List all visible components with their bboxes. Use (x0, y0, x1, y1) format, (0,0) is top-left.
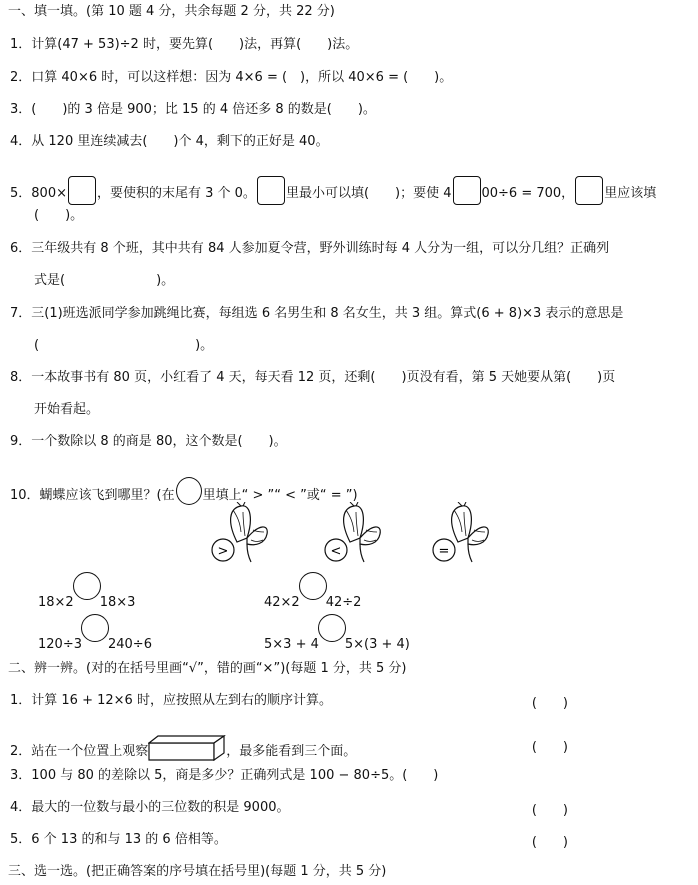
butterfly-icon (320, 502, 390, 564)
answer-paren[interactable]: ( ) (531, 835, 568, 850)
section-1-title: 一、填一填。(第 10 题 4 分，共余每题 2 分，共 22 分) (8, 4, 335, 19)
answer-box[interactable] (257, 176, 285, 205)
q2-2-part-b: ，最多能看到三个面。 (226, 744, 357, 759)
q5-part-b: ，要使积的末尾有 3 个 0。 (96, 186, 256, 201)
question-1-5-cont: ( )。 (34, 208, 84, 223)
comparison-1 (38, 572, 135, 610)
question-1-7: 7．三(1)班选派同学参加跳绳比赛，每组选 6 名男生和 8 名女生，共 3 组。算式(6 + 8)×3 表示的意思是 (10, 306, 624, 321)
expr-right: 18×3 (99, 595, 136, 610)
comparison-2 (264, 572, 361, 610)
compare-circle[interactable] (73, 572, 101, 600)
question-1-2: 2．口算 40×6 时，可以这样想：因为 4×6 = ( )，所以 40×6 = ( )。 (10, 70, 453, 85)
q5-part-d: 00÷6 = 700， (481, 186, 575, 201)
expr-left: 5×3 + 4 (264, 637, 319, 652)
question-1-6-cont: 式是( )。 (34, 273, 175, 288)
question-2-4: 4．最大的一位数与最小的三位数的积是 9000。 (10, 800, 290, 815)
compare-circle[interactable] (318, 614, 346, 642)
compare-circle[interactable] (81, 614, 109, 642)
butterfly-equal[interactable] (428, 502, 498, 564)
butterfly-icon (428, 502, 498, 564)
question-1-8-cont: 开始看起。 (34, 402, 100, 417)
comparison-3 (38, 614, 152, 652)
butterfly-less[interactable] (320, 502, 390, 564)
butterfly-symbol: > (217, 544, 229, 559)
expr-right: 240÷6 (107, 637, 152, 652)
answer-box[interactable] (68, 176, 96, 205)
expr-left: 18×2 (38, 595, 74, 610)
answer-paren[interactable]: ( ) (531, 740, 568, 755)
butterfly-symbol: = (438, 544, 450, 559)
butterfly-icon (207, 502, 277, 564)
butterfly-greater[interactable] (207, 502, 277, 564)
question-1-6: 6．三年级共有 8 个班，其中共有 84 人参加夏令营，野外训练时每 4 人分为一组，可以分几组？正确列 (10, 241, 610, 256)
question-1-8: 8．一本故事书有 80 页，小红看了 4 天，每天看 12 页，还剩( )页没有看，第 5 天她要从第( )页 (10, 370, 616, 385)
section-3-title: 三、选一选。(把正确答案的序号填在括号里)(每题 1 分，共 5 分) (8, 864, 387, 879)
answer-box[interactable] (575, 176, 603, 205)
answer-circle (176, 477, 202, 505)
question-2-5: 5．6 个 13 的和与 13 的 6 倍相等。 (10, 832, 227, 847)
cuboid-icon (148, 735, 226, 761)
question-1-1: 1．计算(47 + 53)÷2 时，要先算( )法，再算( )法。 (10, 37, 359, 52)
question-2-2 (10, 735, 356, 761)
answer-paren[interactable]: ( ) (531, 696, 568, 711)
butterfly-symbol: < (330, 544, 342, 559)
expr-right: 5×(3 + 4) (344, 637, 410, 652)
q5-part-e: 里应该填 (604, 186, 657, 201)
question-1-4: 4．从 120 里连续减去( )个 4，剩下的正好是 40。 (10, 134, 329, 149)
question-1-3: 3．( )的 3 倍是 900；比 15 的 4 倍还多 8 的数是( )。 (10, 102, 376, 117)
q2-2-part-a: 2．站在一个位置上观察 (10, 744, 149, 759)
q10-part-a: 10．蝴蝶应该飞到哪里？(在 (10, 488, 175, 503)
question-1-7-cont: ( )。 (34, 338, 214, 353)
expr-left: 42×2 (264, 595, 300, 610)
answer-box[interactable] (453, 176, 481, 205)
question-2-3: 3．100 与 80 的差除以 5，商是多少？正确列式是 100 − 80÷5。( ) (10, 768, 439, 783)
question-2-1: 1．计算 16 + 12×6 时，应按照从左到右的顺序计算。 (10, 693, 332, 708)
expr-right: 42÷2 (325, 595, 362, 610)
q5-part-c: 里最小可以填( )；要使 4 (285, 186, 452, 201)
compare-circle[interactable] (299, 572, 327, 600)
answer-paren[interactable]: ( ) (531, 803, 568, 818)
section-2-title: 二、辨一辨。(对的在括号里画“√”，错的画“×”)(每题 1 分，共 5 分) (8, 661, 407, 676)
comparison-4 (264, 614, 410, 652)
question-1-10 (10, 477, 358, 505)
question-1-9: 9．一个数除以 8 的商是 80，这个数是( )。 (10, 434, 287, 449)
q10-part-b: 里填上“ > ”“ < ”或“ = ”) (202, 488, 358, 503)
question-1-5 (10, 176, 656, 205)
q5-part-a: 5．800× (10, 186, 67, 201)
expr-left: 120÷3 (38, 637, 82, 652)
